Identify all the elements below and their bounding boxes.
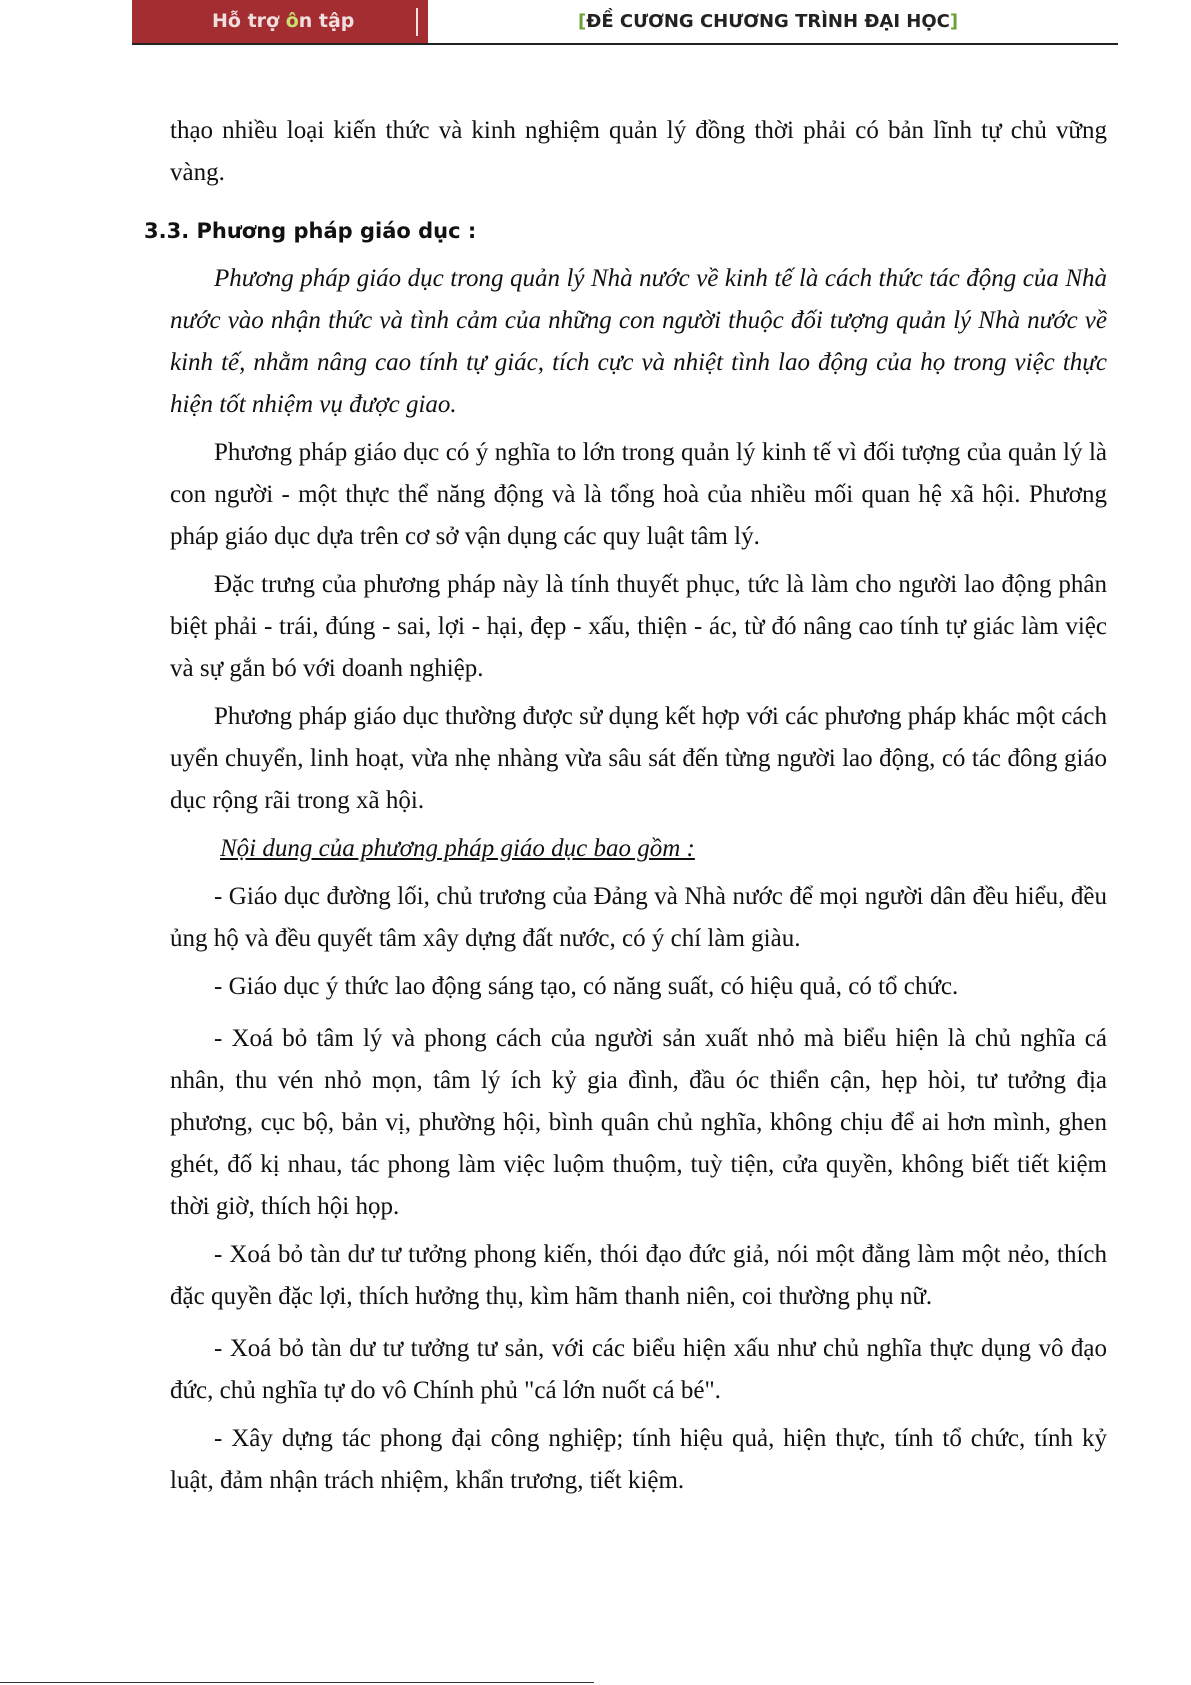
header-rule [132,43,1118,45]
footer-rule [0,1682,594,1683]
body-paragraph: Phương pháp giáo dục có ý nghĩa to lớn trong quản lý kinh tế vì đối tượng của quản lý là con người - một thực thể năng động và là tổng hoà của nhiều mối quan hệ xã hội. Phương pháp giáo dục dựa trên cơ sở vận dụng các quy luật tâm lý. [170,439,1107,550]
list-item: - Giáo dục ý thức lao động sáng tạo, có năng suất, có hiệu quả, có tổ chức. [214,973,959,1000]
list-item: - Giáo dục đường lối, chủ trương của Đảng và Nhà nước để mọi người dân đều hiểu, đều ủng hộ và đều quyết tâm xây dựng đất nước, có ý chí làm giàu. [170,883,1107,952]
page-content [144,110,1107,1502]
header-title: [ĐỀ CƯƠNG CHƯƠNG TRÌNH ĐẠI HỌC] [578,11,959,32]
body-paragraph: Phương pháp giáo dục thường được sử dụng kết hợp với các phương pháp khác một cách uyển chuyển, linh hoạt, vừa nhẹ nhàng vừa sâu sát đến từng người lao động, có tác đông giáo dục rộng rãi trong xã hội. [170,703,1107,814]
header-tab [132,0,428,44]
definition-paragraph: Phương pháp giáo dục trong quản lý Nhà nước về kinh tế là cách thức tác động của Nhà nước vào nhận thức và tình cảm của những con người thuộc đối tượng quản lý Nhà nước về kinh tế, nhằm nâng cao tính tự giác, tích cực và nhiệt tình lao động của họ trong việc thực hiện tốt nhiệm vụ được giao. [170,265,1107,418]
header-tab-label: Hỗ trợ ôn tập [212,10,355,32]
list-item: - Xoá bỏ tàn dư tư tưởng tư sản, với các biểu hiện xấu như chủ nghĩa thực dụng vô đạo đức, chủ nghĩa tự do vô Chính phủ "cá lớn nuốt cá bé". [170,1335,1107,1404]
header-divider [416,8,418,36]
page-header [132,0,1118,44]
content-subheading: Nội dung của phương pháp giáo dục bao gồm : [220,835,695,862]
list-item: - Xoá bỏ tàn dư tư tưởng phong kiến, thói đạo đức giả, nói một đằng làm một nẻo, thích đặc quyền đặc lợi, thích hưởng thụ, kìm hãm thanh niên, coi thường phụ nữ. [170,1241,1107,1310]
intro-paragraph: thạo nhiều loại kiến thức và kinh nghiệm quản lý đồng thời phải có bản lĩnh tự chủ vững vàng. [170,117,1107,186]
list-item: - Xây dựng tác phong đại công nghiệp; tính hiệu quả, hiện thực, tính tổ chức, tính kỷ luật, đảm nhận trách nhiệm, khẩn trương, tiết kiệm. [170,1425,1107,1494]
body-paragraph: Đặc trưng của phương pháp này là tính thuyết phục, tức là làm cho người lao động phân biệt phải - trái, đúng - sai, lợi - hại, đẹp - xấu, thiện - ác, từ đó nâng cao tính tự giác làm việc và sự gắn bó với doanh nghiệp. [170,571,1107,682]
section-heading: 3.3. Phương pháp giáo dục : [144,219,477,243]
list-item: - Xoá bỏ tâm lý và phong cách của người sản xuất nhỏ mà biểu hiện là chủ nghĩa cá nhân, thu vén nhỏ mọn, tâm lý ích kỷ gia đình, đầu óc thiển cận, hẹp hòi, tư tưởng địa phương, cục bộ, bản vị, phường hội, bình quân chủ nghĩa, không chịu để ai hơn mình, ghen ghét, đố kị nhau, tác phong làm việc luộm thuộm, tuỳ tiện, cửa quyền, không biết tiết kiệm thời giờ, thích hội họp. [170,1025,1107,1220]
